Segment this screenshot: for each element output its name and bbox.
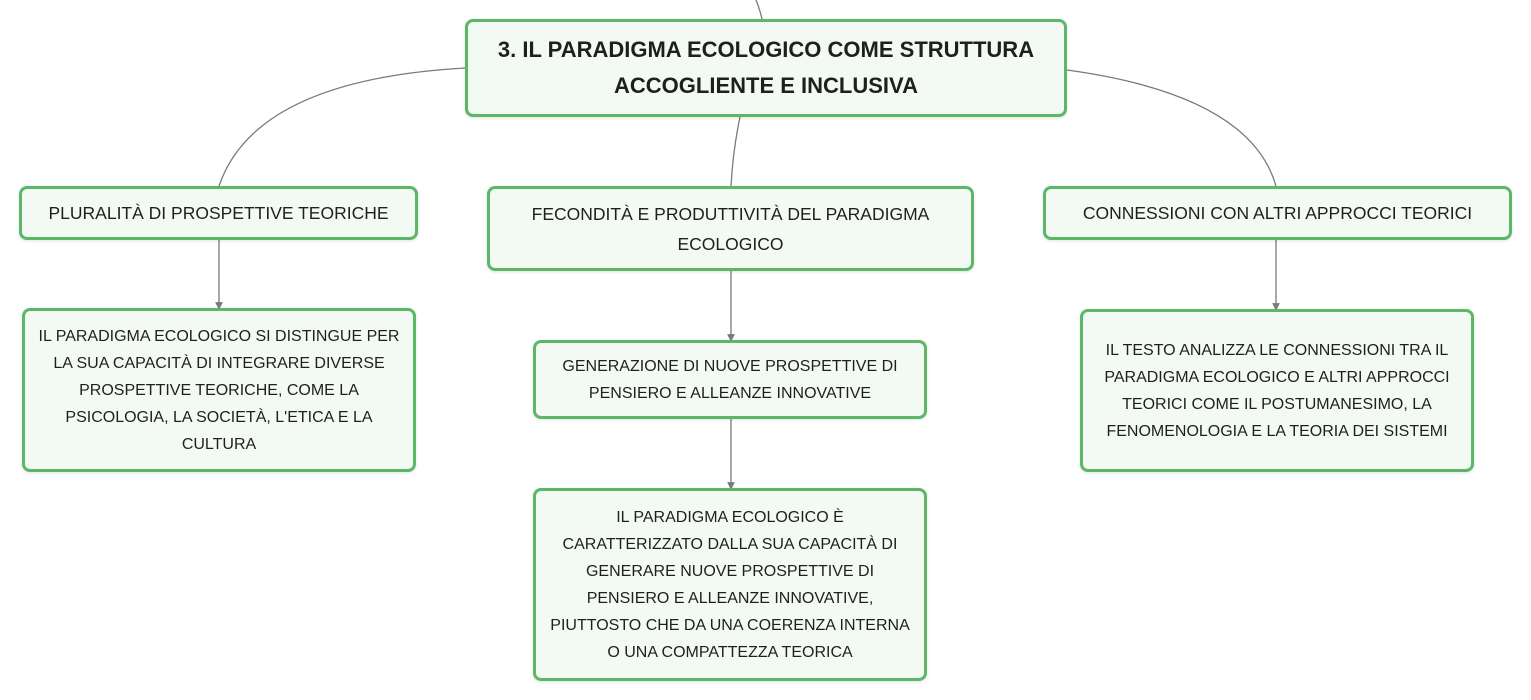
leaf-node-label: IL PARADIGMA ECOLOGICO È CARATTERIZZATO DALLA SUA CAPACITÀ DI GENERARE NUOVE PROSPETTIVE DI PENSIERO E ALLEANZE INNOVATIVE, PIUTTOSTO CHE DA UNA COERENZA INTERNA O UNA COMPATTEZZA TEORICA: [550, 508, 910, 661]
leaf-node-generazione[interactable]: [533, 340, 927, 419]
leaf-node-label: GENERAZIONE DI NUOVE PROSPETTIVE DI PENSIERO E ALLEANZE INNOVATIVE: [562, 357, 898, 402]
leaf-node-label: IL PARADIGMA ECOLOGICO SI DISTINGUE PER LA SUA CAPACITÀ DI INTEGRARE DIVERSE PROSPETTIVE TEORICHE, COME LA PSICOLOGIA, LA SOCIETÀ, L'ETICA E LA CULTURA: [38, 327, 400, 453]
connector-root-to-fecondita: [731, 117, 740, 186]
connector-parent-to-root: [756, 0, 762, 19]
leaf-node-label: IL TESTO ANALIZZA LE CONNESSIONI TRA IL PARADIGMA ECOLOGICO E ALTRI APPROCCI TEORICI COME IL POSTUMANESIMO, LA FENOMENOLOGIA E LA TEORIA DEI SISTEMI: [1104, 341, 1450, 440]
branch-node-connessioni[interactable]: [1043, 186, 1512, 240]
branch-node-label: PLURALITÀ DI PROSPETTIVE TEORICHE: [48, 203, 389, 223]
root-node[interactable]: [465, 19, 1067, 117]
connector-root-to-connessioni: [1067, 70, 1276, 186]
leaf-node-testo[interactable]: [1080, 309, 1474, 472]
branch-node-label: CONNESSIONI CON ALTRI APPROCCI TEORICI: [1082, 203, 1473, 223]
leaf-node-integrare[interactable]: [22, 308, 416, 472]
connector-root-to-pluralita: [219, 68, 465, 186]
branch-node-pluralita[interactable]: [19, 186, 418, 240]
leaf-node-caratterizzato[interactable]: [533, 488, 927, 681]
root-node-label: 3. IL PARADIGMA ECOLOGICO COME STRUTTURA ACCOGLIENTE E INCLUSIVA: [497, 37, 1035, 98]
branch-node-label: FECONDITÀ E PRODUTTIVITÀ DEL PARADIGMA ECOLOGICO: [531, 203, 930, 254]
branch-node-fecondita[interactable]: [487, 186, 974, 271]
